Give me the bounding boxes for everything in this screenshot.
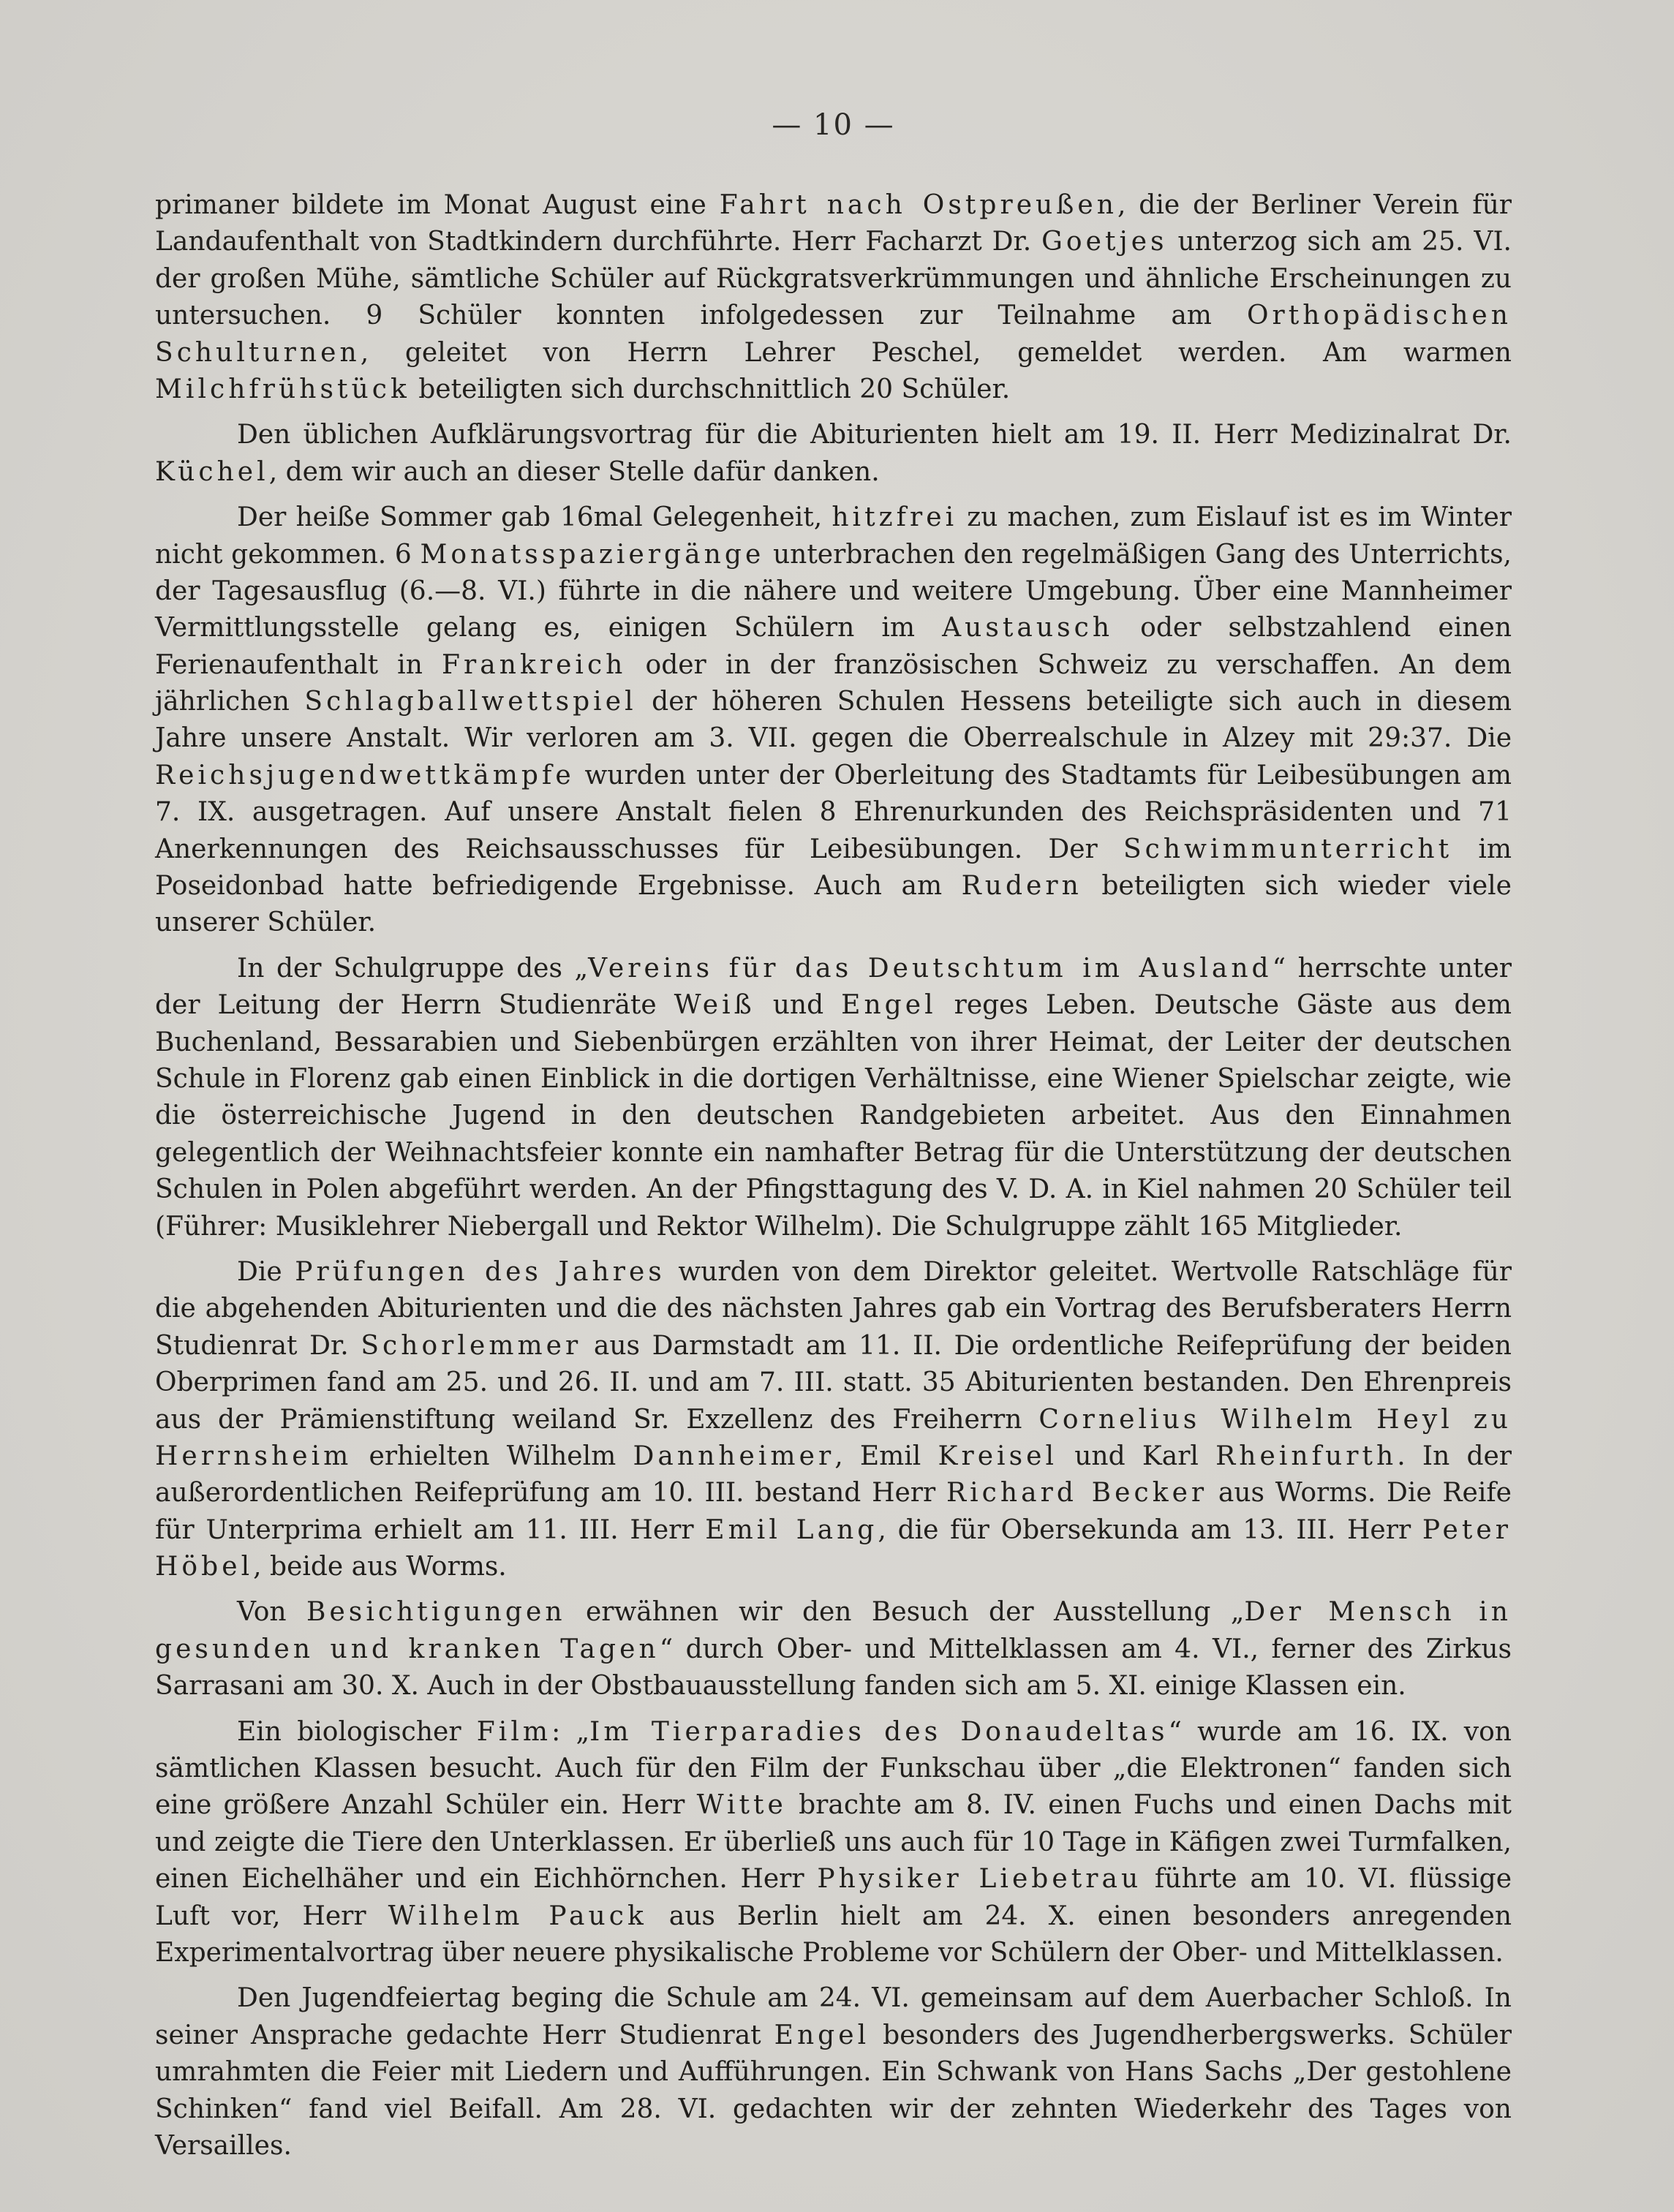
emphasized-text: Kreisel [938, 1441, 1058, 1471]
emphasized-text: Fahrt nach Ostpreußen [719, 190, 1117, 220]
emphasized-text: Besichtigungen [306, 1597, 566, 1628]
text-segment: und Karl [1057, 1441, 1216, 1471]
emphasized-text: Frankreich [441, 649, 627, 680]
text-segment: im Poseidonbad hatte befriedigende Ergebnisse. Auch am [155, 834, 1512, 902]
emphasized-text: Cornelius Wilhelm Heyl zu Herrnsheim [155, 1404, 1512, 1471]
emphasized-text: Vereins für das Deutschtum im Ausland [588, 953, 1273, 984]
text-segment: erwähnen wir den Besuch der Ausstellung „ [565, 1597, 1245, 1628]
page-number: — 10 — [772, 108, 895, 142]
emphasized-text: Goetjes [1041, 227, 1168, 257]
emphasized-text: Monatsspaziergänge [420, 539, 765, 570]
text-segment: erhielten Wilhelm [352, 1441, 633, 1471]
paragraph [155, 951, 1512, 1245]
emphasized-text: Peter Höbel [155, 1514, 1512, 1582]
emphasized-text: Küchel [155, 456, 269, 487]
emphasized-text: Austausch [942, 613, 1114, 643]
emphasized-text: Rheinfurth [1215, 1441, 1398, 1471]
emphasized-text: Im Tierparadies des Donaudeltas [589, 1716, 1169, 1747]
text-segment: . In der außerordentlichen Reifeprüfung am 10. III. bestand Herr [155, 1441, 1512, 1509]
emphasized-text: Dannheimer [633, 1441, 835, 1471]
text-segment: aus Darmstadt am 11. II. Die ordentliche Reifeprüfung der beiden Oberprimen fand am 25. und 26. II. und am 7. III. statt. 35 Abiturienten bestanden. Den Ehrenpreis aus der Prämienstiftung weiland Sr. Exzellenz des Freiherrn [155, 1330, 1512, 1435]
text-segment: wurden von dem Direktor geleitet. Wertvolle Ratschläge für die abgehenden Abiturienten und die des nächsten Jahres gab ein Vortrag des Berufsberaters Herrn Studienrat Dr. [155, 1256, 1512, 1361]
text-segment: “ wurde am 16. IX. von sämtlichen Klassen besucht. Auch für den Film der Funkschau über „die Elektronen“ fanden sich eine größere Anzahl Schüler ein. Herr [155, 1716, 1512, 1821]
emphasized-text: Der Mensch in gesunden und kranken Tagen [155, 1597, 1512, 1664]
text-segment: unterzog sich am 25. VI. der großen Mühe, sämtliche Schüler auf Rückgratsverkrümmungen und ähnliche Erscheinungen zu untersuchen. 9 Schüler konnten infolgedessen zur Teilnahme am [155, 227, 1512, 331]
emphasized-text: Richard Becker [946, 1478, 1208, 1509]
emphasized-text: Prüfungen des Jahres [295, 1256, 666, 1287]
text-segment: aus Berlin hielt am 24. X. einen besonders anregenden Experimentalvortrag über neuere physikalische Probleme vor Schülern der Ober- und Mittelklassen. [155, 1900, 1512, 1968]
emphasized-text: Witte [696, 1790, 787, 1821]
text-segment: oder in der französischen Schweiz zu verschaffen. An dem jährlichen [155, 649, 1512, 717]
text-segment: , dem wir auch an dieser Stelle dafür danken. [268, 456, 880, 487]
paragraph [155, 187, 1512, 408]
emphasized-text: hitzfrei [832, 502, 958, 533]
emphasized-text: Engel [841, 990, 937, 1021]
text-segment: der höheren Schulen Hessens beteiligte sich auch in diesem Jahre unsere Anstalt. Wir verloren am 3. VII. gegen die Oberrealschule in Alzey mit 29:37. Die [155, 687, 1512, 754]
text-segment: oder selbstzahlend einen Ferienaufenthalt in [155, 613, 1512, 680]
text-segment: wurden unter der Oberleitung des Stadtamts für Leibesübungen am 7. IX. ausgetragen. Auf unsere Anstalt fielen 8 Ehrenurkunden des Reichspräsidenten und 71 Anerkennungen des Reichsausschusses für Leibesübungen. Der [155, 760, 1512, 864]
emphasized-text: Physiker Liebetrau [817, 1864, 1142, 1895]
emphasized-text: Film [476, 1716, 552, 1747]
text-block [155, 187, 1512, 2164]
text-segment: , die für Obersekunda am 13. III. Herr [878, 1514, 1422, 1545]
text-segment: zu machen, zum Eislauf ist es im Winter nicht gekommen. 6 [155, 502, 1512, 570]
emphasized-text: Weiß [674, 990, 755, 1021]
emphasized-text: Emil Lang [705, 1514, 878, 1545]
emphasized-text: Schwimmunterricht [1123, 834, 1453, 864]
paragraph [155, 1594, 1512, 1705]
text-segment: aus Worms. Die Reife für Unterprima erhielt am 11. III. Herr [155, 1478, 1512, 1545]
text-segment: besonders des Jugendherbergswerks. Schüler umrahmten die Feier mit Liedern und Aufführungen. Ein Schwank von Hans Sachs „Der gestohlene Schinken“ fand viel Beifall. Am 28. VI. gedachten wir der zehnten Wiederkehr des Tages von Versailles. [155, 2020, 1512, 2161]
emphasized-text: Rudern [961, 871, 1082, 902]
text-segment: Der heiße Sommer gab 16mal Gelegenheit, [237, 502, 832, 533]
emphasized-text: Milchfrühstück [155, 374, 410, 404]
text-segment: führte am 10. VI. flüssige Luft vor, Herr [155, 1864, 1512, 1931]
text-segment: Die [237, 1256, 295, 1287]
text-segment: reges Leben. Deutsche Gäste aus dem Buchenland, Bessarabien und Siebenbürgen erzählten von ihrer Heimat, der Leiter der deutschen Schule in Florenz gab einen Einblick in die dortigen Verhältnisse, eine Wiener Spielschar zeigte, wie die österreichische Jugend in den deutschen Randgebieten arbeitet. Aus den Einnahmen gelegentlich der Weihnachtsfeier konnte ein namhafter Betrag für die Unterstützung der deutschen Schulen in Polen abgeführt werden. An der Pfingsttagung des V. D. A. in Kiel nahmen 20 Schüler teil (Führer: Musiklehrer Niebergall und Rektor Wilhelm). Die Schulgruppe zählt 165 Mitglieder. [155, 990, 1512, 1242]
emphasized-text: Reichsjugendwettkämpfe [155, 760, 575, 790]
text-segment: , geleitet von Herrn Lehrer Peschel, gemeldet werden. Am warmen [360, 337, 1512, 368]
paragraph [155, 1714, 1512, 1972]
text-segment: beteiligten sich durchschnittlich 20 Schüler. [410, 374, 1011, 404]
text-segment: , beide aus Worms. [253, 1552, 507, 1582]
paragraph [155, 1254, 1512, 1586]
text-segment: , Emil [834, 1441, 938, 1471]
text-segment: “ herrschte unter der Leitung der Herrn Studienräte [155, 953, 1512, 1021]
text-segment: Ein biologischer [237, 1716, 477, 1747]
paragraph [155, 1980, 1512, 2164]
emphasized-text: Orthopädischen Schulturnen [155, 301, 1512, 368]
text-segment: Den üblichen Aufklärungsvortrag für die Abiturienten hielt am 19. II. Herr Medizinalrat Dr. [237, 420, 1512, 450]
emphasized-text: Engel [774, 2020, 870, 2050]
paragraph [155, 417, 1512, 491]
emphasized-text: Schlagballwettspiel [304, 687, 637, 717]
text-segment: : „ [551, 1716, 590, 1747]
text-segment: Den Jugendfeiertag beging die Schule am 24. VI. gemeinsam auf dem Auerbacher Schloß. In seiner Ansprache gedachte Herr Studienrat [155, 1983, 1512, 2050]
text-segment: primaner bildete im Monat August eine [155, 190, 720, 220]
text-segment: beteiligten sich wieder viele unserer Schüler. [155, 871, 1512, 938]
text-segment: In der Schulgruppe des „ [237, 953, 589, 984]
text-segment: unterbrachen den regelmäßigen Gang des Unterrichts, der Tagesausflug (6.—8. VI.) führte in die nähere und weitere Umgebung. Über eine Mannheimer Vermittlungsstelle gelang es, einigen Schülern im [155, 539, 1512, 643]
text-segment: “ durch Ober- und Mittelklassen am 4. VI., ferner des Zirkus Sarrasani am 30. X. Auch in der Obstbauausstellung fanden sich am 5. XI. einige Klassen ein. [155, 1634, 1512, 1702]
emphasized-text: Wilhelm Pauck [388, 1900, 647, 1931]
text-segment: und [755, 990, 842, 1021]
paragraph [155, 499, 1512, 942]
text-segment: , die der Berliner Verein für Landaufenthalt von Stadtkindern durchführte. Herr Facharzt Dr. [155, 190, 1512, 257]
text-segment: brachte am 8. IV. einen Fuchs und einen Dachs mit und zeigte die Tiere den Unterklassen. Er überließ uns auch für 10 Tage in Käfigen zwei Turmfalken, einen Eichelhäher und ein Eichhörnchen. Herr [155, 1790, 1512, 1895]
text-segment: Von [237, 1597, 306, 1628]
emphasized-text: Schorlemmer [361, 1330, 582, 1361]
